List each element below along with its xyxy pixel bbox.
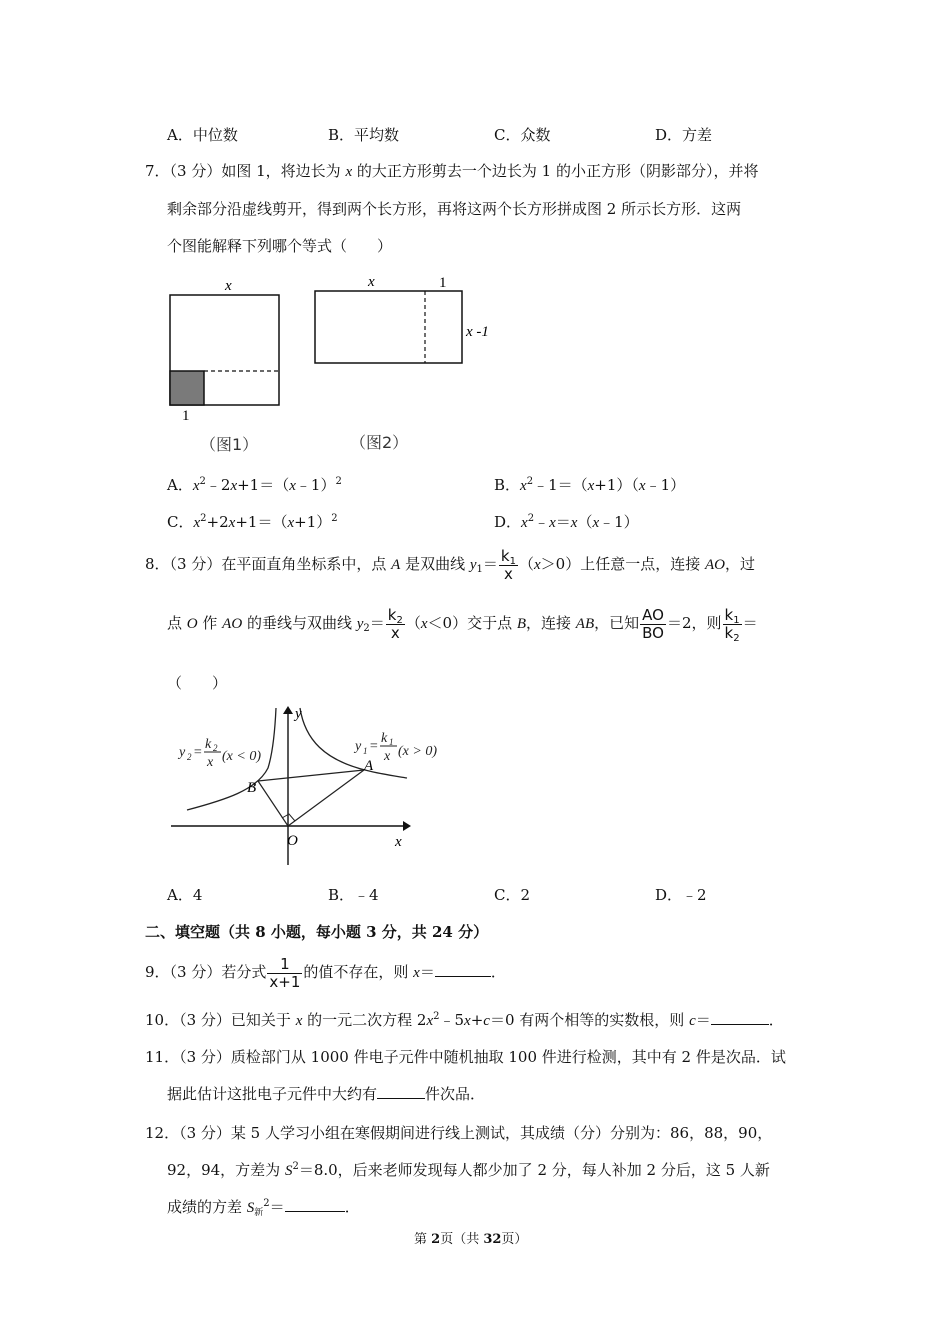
q7-line1: 7．（3 分）如图 1，将边长为 x 的大正方形剪去一个边长为 1 的小正方形（阴影部分），并将: [145, 162, 759, 180]
figure-2: [315, 274, 489, 452]
graph-point-b: B: [247, 780, 257, 796]
q6-option-b: B．平均数: [328, 126, 400, 144]
q12-line2: 92，94，方差为 $S^2=8.0$，后来老师发现每人都少加了 2 分，每人补加 2 分后，这 5 人新: [167, 1161, 770, 1179]
fig2-top-label-1: 1: [439, 275, 447, 291]
left-curve-label: [177, 737, 261, 770]
q7-option-c: C．$x^2+2x+1=(x+1)^2$: [167, 513, 338, 531]
fig1-bottom-label: 1: [182, 408, 190, 424]
q8-option-a: A．4: [167, 886, 203, 904]
segment-ao: [288, 770, 364, 826]
segment-ab: [258, 770, 364, 781]
graph-origin-label: O: [287, 833, 298, 849]
graph-point-a: A: [364, 758, 374, 774]
q8-fraction-k2-x: $\frac{k_2}{x}$: [387, 606, 403, 642]
q11-answer-blank[interactable]: [377, 1084, 425, 1099]
svg-text:x: x: [384, 749, 391, 764]
section-2-heading: 二、填空题（共 8 小题，每小题 3 分，共 24 分）: [145, 923, 489, 941]
q8-graph: [165, 700, 465, 870]
q6-option-c: C．众数: [494, 126, 551, 144]
q7-line3: 个图能解释下列哪个等式（ ）: [167, 237, 393, 255]
svg-text:(x > 0): (x > 0): [398, 744, 437, 759]
q8-fraction-k1-k2: $\frac{k_1}{k_2}$: [724, 606, 740, 644]
q11-line2: 据此估计这批电子元件中大约有 件次品．: [167, 1085, 486, 1103]
svg-text:k: k: [205, 737, 212, 752]
q10: 10．（3 分）已知关于 x 的一元二次方程 $2x^2﹣5x+c=0$ 有两个相等的实数根，则 c＝ ．: [145, 1011, 784, 1029]
x-axis-arrow: [403, 821, 411, 831]
y-axis-arrow: [283, 706, 293, 714]
page-footer: 第 2页（共 32页）: [414, 1232, 528, 1247]
fig2-caption: （图2）: [350, 433, 409, 452]
q8-option-b: B．﹣4: [328, 886, 379, 904]
q6-option-a: A．中位数: [167, 126, 238, 144]
svg-text:y: y: [355, 739, 362, 754]
graph-x-label: x: [395, 834, 402, 850]
fig2-side-label: x -1: [466, 324, 489, 340]
q7-option-a: A．$x^2﹣2x+1=(x﹣1)^2$: [167, 476, 342, 494]
q9-fraction: $\frac{1}{x+1}$: [269, 955, 301, 991]
q7-option-b: B．$x^2﹣1=(x+1)(x﹣1)$: [494, 476, 686, 494]
figure-1: [170, 278, 279, 454]
q8-option-c: C．2: [494, 886, 531, 904]
svg-text:1: 1: [363, 746, 368, 756]
svg-text:2: 2: [213, 743, 218, 753]
q7-line2: 剩余部分沿虚线剪开，得到两个长方形，再将这两个长方形拼成图 2 所示长方形．这两: [167, 200, 742, 218]
q12-answer-blank[interactable]: [285, 1197, 345, 1212]
q6-option-d: D．方差: [655, 126, 713, 144]
q12-line3: 成绩的方差 $S_新^2=$ ．: [167, 1198, 360, 1218]
svg-text:=: =: [193, 745, 203, 760]
svg-text:2: 2: [187, 752, 192, 762]
q8-paren: （ ）: [167, 674, 228, 692]
q8-option-d: D．﹣2: [655, 886, 707, 904]
fig1-shaded-square: [170, 371, 204, 405]
q9: 9．（3 分）若分式 $\frac{1}{x+1}$ 的值不存在，则 x＝ ．: [145, 955, 506, 991]
svg-text:(x < 0): (x < 0): [222, 749, 261, 764]
fig1-top-label: x: [225, 278, 232, 294]
q9-answer-blank[interactable]: [435, 962, 491, 977]
q11-line1: 11．（3 分）质检部门从 1000 件电子元件中随机抽取 100 件进行检测，其中有 2 件是次品．试: [145, 1048, 786, 1066]
q8-line2: 点 O 作 AO 的垂线与双曲线 $y_2=$ $\frac{k_2}{x}$ （x＜0）交于点 B，连接 AB，已知 $\frac{AO}{BO}$ ＝2，则 $\frac{k_1}{k_2}$ ＝: [167, 606, 758, 644]
q8-fraction-ao-bo: $\frac{AO}{BO}$: [642, 606, 664, 642]
q10-answer-blank[interactable]: [711, 1010, 769, 1025]
svg-text:y: y: [179, 745, 186, 760]
fig1-caption: （图1）: [200, 435, 259, 454]
segment-bo: [258, 781, 288, 826]
svg-text:x: x: [207, 755, 214, 770]
fig2-rectangle: [315, 291, 462, 363]
svg-text:1: 1: [389, 737, 394, 747]
fig2-top-label: x: [368, 274, 375, 290]
q7-figures: [160, 268, 510, 458]
q12-line1: 12．（3 分）某 5 人学习小组在寒假期间进行线上测试，其成绩（分）分别为：86，88，90，: [145, 1124, 773, 1142]
q8-fraction-k1-x: $\frac{k_1}{x}$: [500, 547, 516, 583]
graph-y-label: y: [295, 706, 302, 722]
svg-text:=: =: [369, 739, 379, 754]
q8-line1: 8．（3 分）在平面直角坐标系中，点 A 是双曲线 $y_1=$ $\frac{k_1}{x}$ （x＞0）上任意一点，连接 AO，过: [145, 547, 756, 583]
q7-option-d: D．$x^2﹣x=x(x﹣1)$: [494, 513, 639, 531]
svg-text:k: k: [381, 731, 388, 746]
